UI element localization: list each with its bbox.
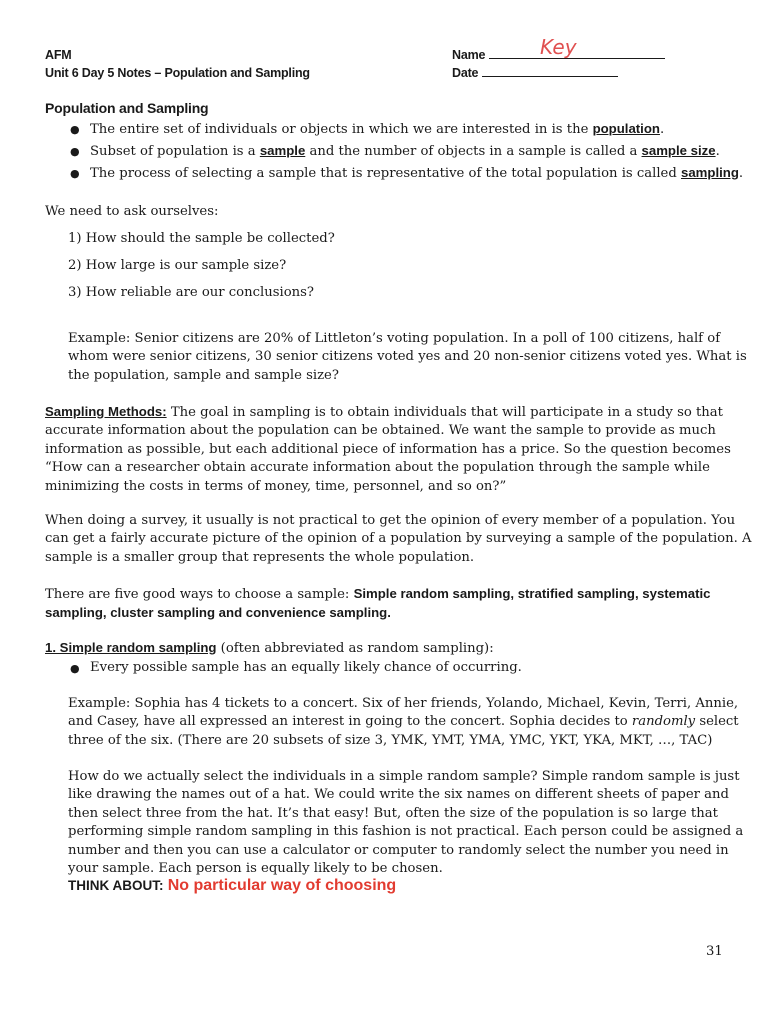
example-2: Example: Sophia has 4 tickets to a concert. Six of her friends, Yolando, Michael, Kevin, Terri, Annie, and Casey, have all expressed an interest in going to the concert. Sophia decides to randomly select three of the six. (There are 20 subsets of size 3, YMK, YMT, YMA, YMC, YKT, YKA, MKT, …, TAC) bbox=[68, 696, 739, 748]
sampling-methods-label: Sampling Methods: bbox=[45, 404, 167, 419]
ask-intro: We need to ask ourselves: bbox=[45, 204, 219, 219]
five-ways-paragraph: There are five good ways to choose a sample: Simple random sampling, stratified sampling, systematic sampling, cluster sampling and convenience sampling. bbox=[45, 586, 711, 621]
think-about-label: THINK ABOUT: bbox=[68, 878, 164, 893]
question-3: 3) How reliable are our conclusions? bbox=[68, 285, 314, 300]
definition-population: The entire set of individuals or objects in which we are interested in is the population. bbox=[90, 121, 665, 137]
srs-title: 1. Simple random sampling bbox=[45, 640, 217, 655]
question-2: 2) How large is our sample size? bbox=[68, 258, 287, 273]
definition-sample: Subset of population is a sample and the number of objects in a sample is called a sample size. bbox=[90, 143, 720, 159]
date-line bbox=[482, 64, 618, 77]
term-sample-size: sample size bbox=[641, 143, 716, 158]
think-about-answer: No particular way of choosing bbox=[167, 877, 397, 894]
question-1: 1) How should the sample be collected? bbox=[68, 231, 335, 246]
methods-list-bold: Simple random sampling, stratified sampling, systematic bbox=[353, 586, 711, 601]
date-label: Date bbox=[452, 66, 479, 80]
term-population: population bbox=[592, 121, 660, 136]
sampling-methods-paragraph: Sampling Methods: The goal in sampling is to obtain individuals that will participate in a study so that accurate information about the population can be obtained. We want the sample to provide as much information as possible, but each additional piece of information has a price. So the question becomes “How can a researcher obtain accurate information about the population through the sample while minimizing the costs in terms of money, time, personnel, and so on?” bbox=[45, 404, 731, 494]
term-sample: sample bbox=[259, 143, 306, 158]
bullet-icon: ● bbox=[70, 167, 80, 180]
bullet-icon: ● bbox=[70, 662, 80, 675]
unit-title: Unit 6 Day 5 Notes – Population and Sampling bbox=[45, 66, 310, 80]
date-field bbox=[452, 64, 618, 82]
srs-heading: 1. Simple random sampling (often abbreviated as random sampling): bbox=[45, 640, 494, 656]
term-sampling: sampling bbox=[681, 165, 739, 180]
srs-definition: Every possible sample has an equally likely chance of occurring. bbox=[90, 660, 522, 675]
bullet-icon: ● bbox=[70, 145, 80, 158]
bullet-icon: ● bbox=[70, 123, 80, 136]
section-title: Population and Sampling bbox=[45, 100, 209, 116]
definition-sampling: The process of selecting a sample that is representative of the total population is called sampling. bbox=[90, 165, 744, 181]
name-label: Name bbox=[452, 48, 486, 62]
course-label: AFM bbox=[45, 48, 72, 62]
example-1: Example: Senior citizens are 20% of Littleton’s voting population. In a poll of 100 citizens, half of whom were senior citizens, 30 senior citizens voted yes and 20 non-senior citizens voted yes. What is the population, sample and sample size? bbox=[68, 331, 747, 383]
how-to-paragraph: How do we actually select the individuals in a simple random sample? Simple random sample is just like drawing the names out of a hat. We could write the six names on different sheets of paper and then select three from the hat. It’s that easy! But, often the size of the population is so large that performing simple random sampling in this fashion is not practical. Each person could be assigned a number and then you can use a calculator or computer to randomly select the number you need in your sample. Each person is equally likely to be chosen. bbox=[68, 769, 744, 877]
think-about bbox=[68, 877, 396, 896]
handwritten-name: Key bbox=[540, 35, 577, 59]
page-number: 31 bbox=[706, 944, 723, 959]
survey-paragraph: When doing a survey, it usually is not practical to get the opinion of every member of a population. You can get a fairly accurate picture of the opinion of a population by surveying a sample of the population. A sample is a smaller group that represents the whole population. bbox=[45, 513, 752, 565]
